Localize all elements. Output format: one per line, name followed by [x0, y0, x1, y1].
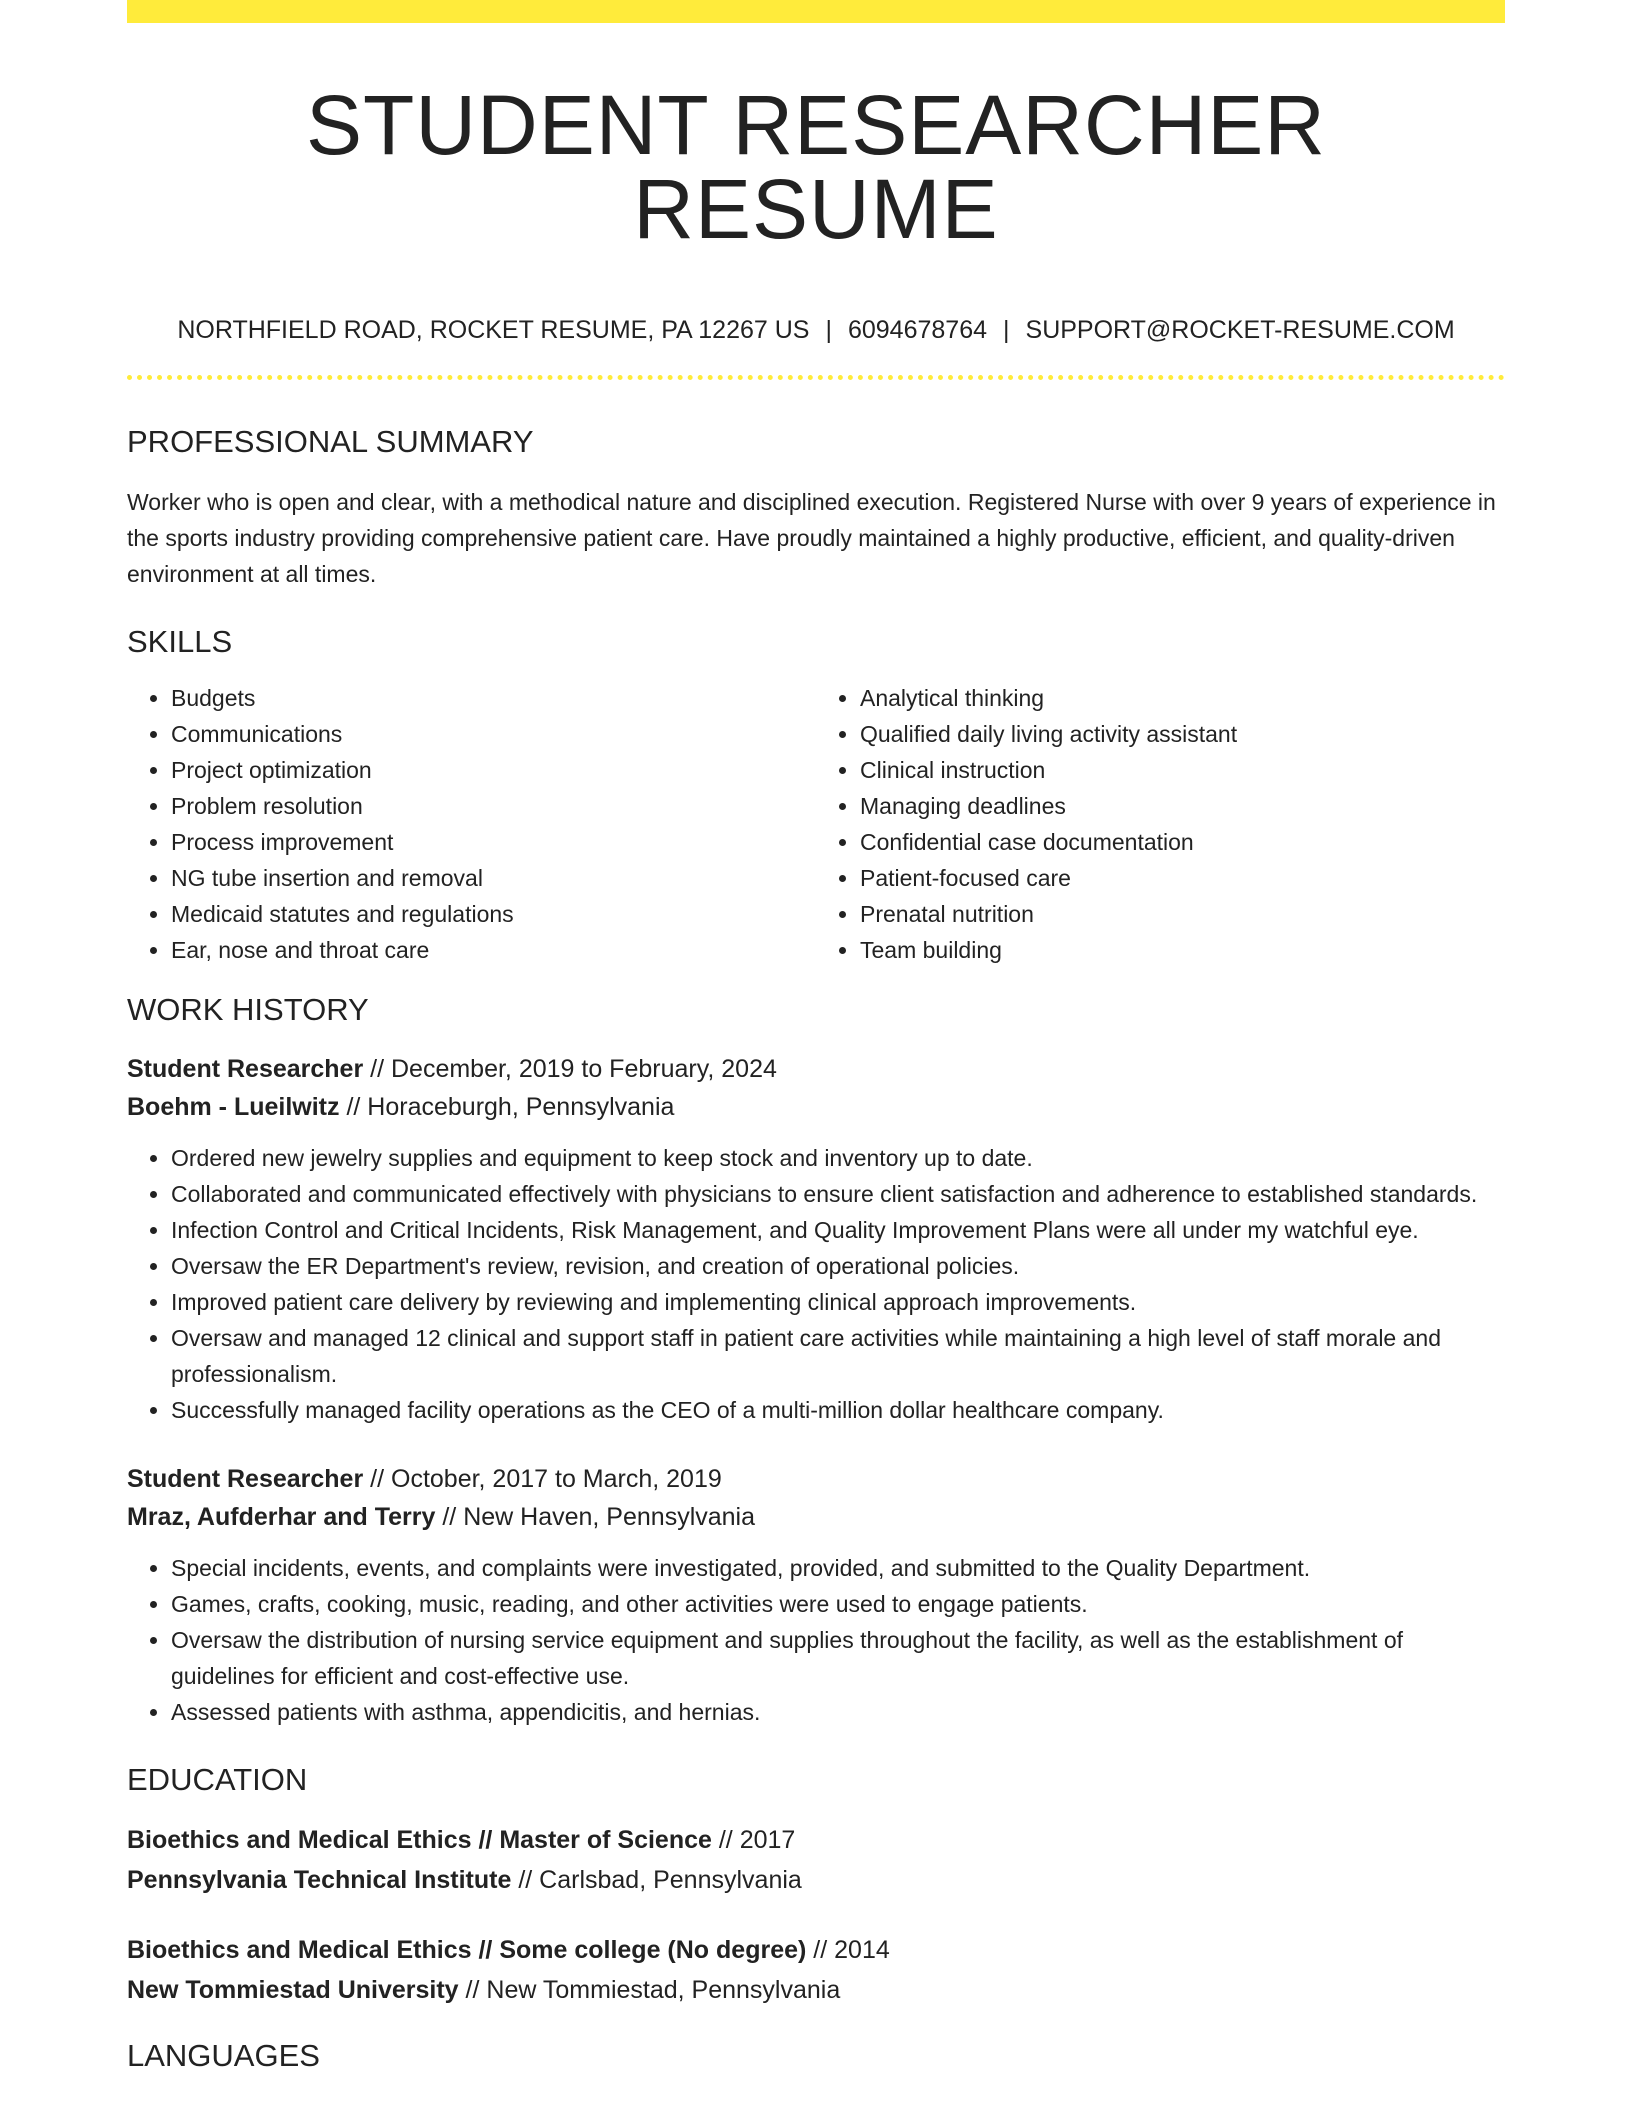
skill-item: • Confidential case documentation: [860, 824, 1505, 860]
languages-heading: LANGUAGES: [127, 2038, 320, 2073]
email: SUPPORT@ROCKET-RESUME.COM: [1025, 316, 1455, 344]
accent-bar: [127, 0, 1505, 23]
address: NORTHFIELD ROAD, ROCKET RESUME, PA 12267 US: [177, 316, 810, 344]
skill-item: • Communications: [171, 716, 816, 752]
job-role: Student Researcher: [127, 1055, 364, 1083]
job-dates: // October, 2017 to March, 2019: [370, 1465, 722, 1493]
duty-item: • Oversaw the distribution of nursing service equipment and supplies throughout the facility, as well as the establishment of guidelines for efficient and cost-effective use.: [171, 1622, 1505, 1694]
job-company: Boehm - Lueilwitz: [127, 1093, 340, 1121]
job-company-line: [127, 1088, 1505, 1126]
duty-item: • Improved patient care delivery by reviewing and implementing clinical approach improvements.: [171, 1284, 1505, 1320]
separator: |: [825, 316, 832, 344]
degree-year: // 2014: [813, 1936, 890, 1964]
duty-item: • Special incidents, events, and complaints were investigated, provided, and submitted to the Quality Department.: [171, 1550, 1505, 1586]
job-entry: [127, 1460, 1505, 1730]
job-dates: // December, 2019 to February, 2024: [370, 1055, 777, 1083]
job-role-line: [127, 1460, 1505, 1498]
education-heading: EDUCATION: [127, 1762, 308, 1797]
skill-item: • Budgets: [171, 680, 816, 716]
education-entry: [127, 1820, 1505, 1900]
job-company: Mraz, Aufderhar and Terry: [127, 1503, 436, 1531]
degree-line: [127, 1820, 1505, 1860]
summary-heading: PROFESSIONAL SUMMARY: [127, 424, 534, 459]
job-entry: [127, 1050, 1505, 1428]
duty-item: • Oversaw and managed 12 clinical and support staff in patient care activities while maintaining a high level of staff morale and professionalism.: [171, 1320, 1505, 1392]
skill-item: • NG tube insertion and removal: [171, 860, 816, 896]
school-location: // Carlsbad, Pennsylvania: [518, 1866, 802, 1894]
skill-item: • Team building: [860, 932, 1505, 968]
school-line: [127, 1970, 1505, 2010]
school: New Tommiestad University: [127, 1976, 459, 2004]
separator: |: [1003, 316, 1010, 344]
skill-item: • Ear, nose and throat care: [171, 932, 816, 968]
skill-item: • Prenatal nutrition: [860, 896, 1505, 932]
skill-item: • Medicaid statutes and regulations: [171, 896, 816, 932]
degree-line: [127, 1930, 1505, 1970]
education-entry: [127, 1930, 1505, 2010]
contact-line: [127, 315, 1505, 345]
skills-heading: SKILLS: [127, 624, 233, 659]
skill-item: • Analytical thinking: [860, 680, 1505, 716]
duty-item: • Assessed patients with asthma, appendicitis, and hernias.: [171, 1694, 1505, 1730]
skill-item: • Qualified daily living activity assistant: [860, 716, 1505, 752]
duty-item: • Ordered new jewelry supplies and equipment to keep stock and inventory up to date.: [171, 1140, 1505, 1176]
summary-text: Worker who is open and clear, with a methodical nature and disciplined execution. Registered Nurse with over 9 years of experience in the sports industry providing comprehensive patient care. Have proudly maintained a highly productive, efficient, and quality-driven environment at all times.: [127, 489, 1496, 587]
school: Pennsylvania Technical Institute: [127, 1866, 512, 1894]
skill-item: • Project optimization: [171, 752, 816, 788]
duty-item: • Oversaw the ER Department's review, revision, and creation of operational policies.: [171, 1248, 1505, 1284]
skill-item: • Problem resolution: [171, 788, 816, 824]
duty-item: • Successfully managed facility operations as the CEO of a multi-million dollar healthcare company.: [171, 1392, 1505, 1428]
skill-item: • Process improvement: [171, 824, 816, 860]
duty-item: • Games, crafts, cooking, music, reading, and other activities were used to engage patients.: [171, 1586, 1505, 1622]
job-company-line: [127, 1498, 1505, 1536]
work-history-heading: WORK HISTORY: [127, 992, 369, 1027]
school-location: // New Tommiestad, Pennsylvania: [465, 1976, 841, 2004]
resume-title: STUDENT RESEARCHER RESUME: [306, 78, 1326, 256]
job-duties: [127, 1140, 1505, 1428]
school-line: [127, 1860, 1505, 1900]
job-duties: [127, 1550, 1505, 1730]
phone: 6094678764: [847, 316, 988, 344]
resume-page: [127, 0, 1505, 2074]
degree-year: // 2017: [718, 1826, 796, 1854]
job-location: // Horaceburgh, Pennsylvania: [346, 1093, 675, 1121]
skills-list: [127, 680, 1505, 968]
job-role-line: [127, 1050, 1505, 1088]
degree: Bioethics and Medical Ethics // Some college (No degree): [127, 1936, 807, 1964]
skills-column-left: [127, 680, 816, 968]
skills-column-right: [816, 680, 1505, 968]
skill-item: • Patient-focused care: [860, 860, 1505, 896]
skill-item: • Clinical instruction: [860, 752, 1505, 788]
job-location: // New Haven, Pennsylvania: [442, 1503, 756, 1531]
dotted-divider: [127, 375, 1505, 380]
degree: Bioethics and Medical Ethics // Master of Science: [127, 1826, 712, 1854]
job-role: Student Researcher: [127, 1465, 364, 1493]
duty-item: • Collaborated and communicated effectively with physicians to ensure client satisfaction and adherence to established standards.: [171, 1176, 1505, 1212]
duty-item: • Infection Control and Critical Incidents, Risk Management, and Quality Improvement Plans were all under my watchful eye.: [171, 1212, 1505, 1248]
skill-item: • Managing deadlines: [860, 788, 1505, 824]
